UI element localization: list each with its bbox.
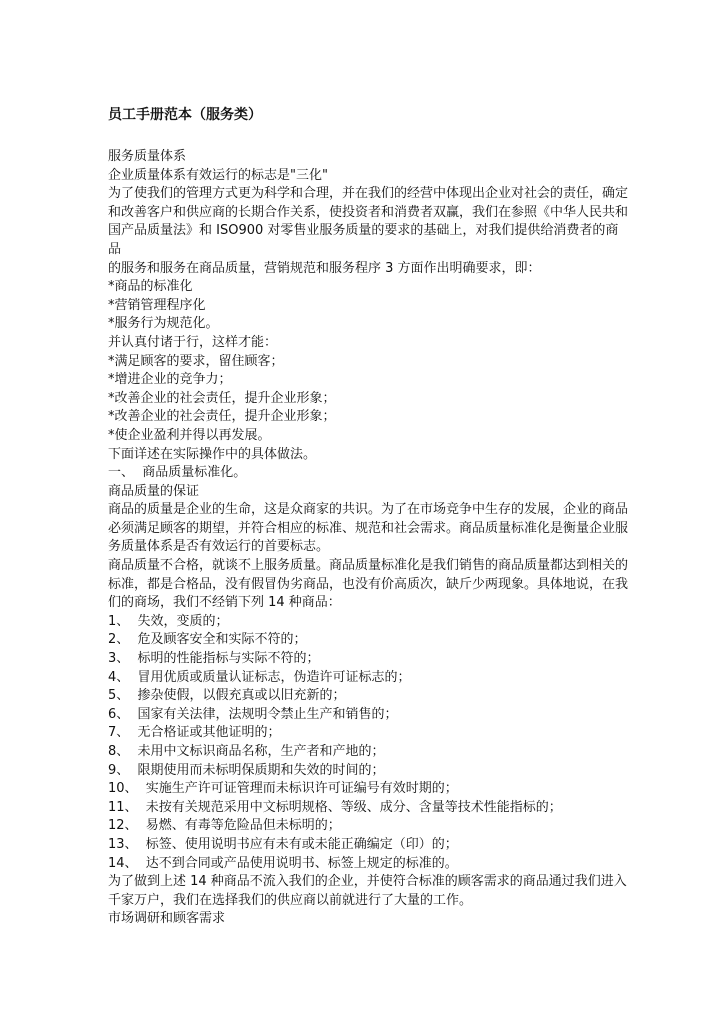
list-item: 10、 实施生产许可证管理而未标识许可证编号有效时期的； — [108, 781, 458, 797]
list-item: 6、 国家有关法律，法规明令禁止生产和销售的； — [108, 706, 398, 722]
body-line: 商品质量不合格，就谈不上服务质量。商品质量标准化是我们销售的商品质量都达到相关的 — [108, 558, 629, 574]
list-item: 9、 限期使用而未标明保质期和失效的时间的； — [108, 762, 385, 778]
list-item: 4、 冒用优质或质量认证标志，伪造许可证标志的； — [108, 669, 411, 685]
body-line: 企业质量体系有效运行的标志是"三化" — [108, 167, 328, 183]
body-line: *商品的标准化 — [108, 279, 193, 295]
body-line: *服务行为规范化。 — [108, 316, 219, 332]
body-line: *营销管理程序化 — [108, 297, 206, 313]
list-item: 14、 达不到合同或产品使用说明书、标签上规定的标准的。 — [108, 855, 458, 871]
body-line: 必须满足顾客的期望，并符合相应的标准、规范和社会需求。商品质量标准化是衡量企业服 — [108, 520, 629, 536]
body-line: 的服务和服务在商品质量，营销规范和服务程序 3 方面作出明确要求，即： — [108, 260, 541, 276]
body-line: 商品质量的保证 — [108, 483, 200, 499]
list-item: 1、 失效，变质的； — [108, 613, 229, 629]
body-line: 国产品质量法》和 ISO900 对零售业服务质量的要求的基础上，对我们提供给消费者的商品 — [108, 223, 619, 257]
body-line: 下面详述在实际操作中的具体做法。 — [108, 446, 317, 462]
body-line: 务质量体系是否有效运行的首要标志。 — [108, 539, 330, 555]
body-line: 服务质量体系 — [108, 149, 187, 164]
body-line: 们的商场，我们不经销下列 14 种商品： — [108, 595, 341, 611]
body-line: 为了做到上述 14 种商品不流入我们的企业，并使符合标准的顾客需求的商品通过我们进入 — [108, 874, 627, 890]
body-line: *增进企业的竞争力； — [108, 372, 232, 388]
body-line: 一、 商品质量标准化。 — [108, 465, 247, 481]
list-item: 2、 危及顾客安全和实际不符的； — [108, 632, 307, 648]
list-item: 11、 未按有关规范采用中文标明规格、等级、成分、含量等技术性能指标的； — [108, 799, 562, 815]
document-page — [108, 104, 628, 929]
list-item: 13、 标签、使用说明书应有未有或未能正确编定（印）的； — [108, 836, 458, 852]
list-item: 12、 易燃、有毒等危险品但未标明的； — [108, 818, 341, 834]
body-line: *满足顾客的要求，留住顾客； — [108, 353, 284, 369]
list-item: 7、 无合格证或其他证明的； — [108, 725, 281, 741]
body-line: *使企业盈利并得以再发展。 — [108, 427, 271, 443]
body-line: 和改善客户和供应商的长期合作关系，使投资者和消费者双赢，我们在参照《中华人民共和 — [108, 204, 629, 220]
list-item: 8、 未用中文标识商品名称，生产者和产地的； — [108, 744, 385, 759]
body-line: 商品的质量是企业的生命，这是众商家的共识。为了在市场竞争中生存的发展，企业的商品 — [108, 502, 629, 518]
body-line: *改善企业的社会责任，提升企业形象； — [108, 409, 336, 425]
body-line: 并认真付诸于行，这样才能： — [108, 334, 278, 350]
document-body — [108, 148, 628, 929]
document-title: 员工手册范本（服务类） — [108, 107, 262, 123]
body-line: 标准，都是合格品，没有假冒伪劣商品，也没有价高质次，缺斤少两现象。具体地说，在我 — [108, 576, 629, 592]
list-item: 3、 标明的性能指标与实际不符的； — [108, 651, 320, 667]
list-item: 5、 掺杂使假，以假充真或以旧充新的； — [108, 688, 346, 704]
body-line: 千家万户，我们在选择我们的供应商以前就进行了大量的工作。 — [108, 892, 473, 908]
body-line: *改善企业的社会责任，提升企业形象； — [108, 390, 336, 406]
section-heading: 市场调研和顾客需求 — [108, 911, 226, 927]
body-line: 为了使我们的管理方式更为科学和合理，并在我们的经营中体现出企业对社会的责任，确定 — [108, 186, 629, 202]
